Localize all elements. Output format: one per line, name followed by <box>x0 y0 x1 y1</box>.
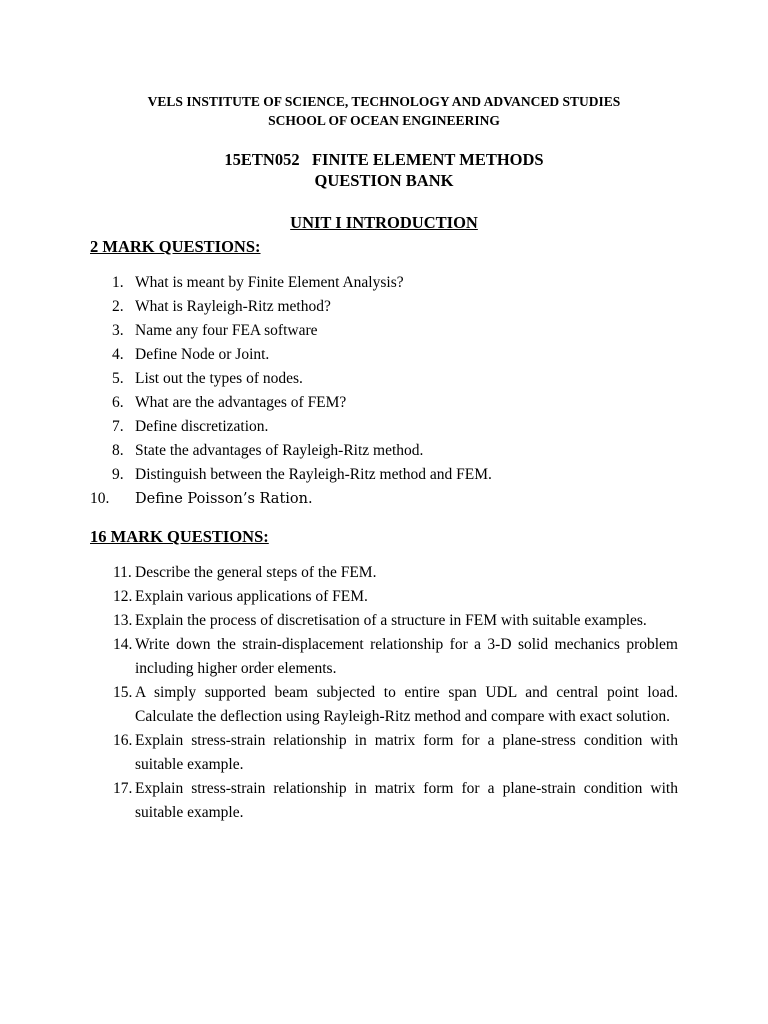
question-text: What is Rayleigh-Ritz method? <box>135 298 331 315</box>
question-number: 5. <box>112 370 124 387</box>
question-item <box>0 609 768 633</box>
sixteen-mark-heading: 16 MARK QUESTIONS: <box>90 527 269 546</box>
question-number: 1. <box>112 274 124 291</box>
question-text: Explain stress-strain relationship in matrix form for a plane-stress condition with suitable example. <box>135 732 678 773</box>
question-text: Distinguish between the Rayleigh-Ritz method and FEM. <box>135 466 492 483</box>
question-item <box>0 295 768 319</box>
question-item <box>0 729 768 777</box>
question-text: Explain stress-strain relationship in matrix form for a plane-strain condition with suitable example. <box>135 780 678 821</box>
question-text: What is meant by Finite Element Analysis? <box>135 274 404 291</box>
question-item <box>0 681 768 729</box>
document-type: QUESTION BANK <box>314 171 454 190</box>
question-number: 16. <box>113 732 133 749</box>
question-number: 3. <box>112 322 124 339</box>
question-text: Name any four FEA software <box>135 322 318 339</box>
institute-name: VELS INSTITUTE OF SCIENCE, TECHNOLOGY AND ADVANCED STUDIES <box>147 94 621 109</box>
sixteen-mark-question-list <box>0 561 768 825</box>
question-item <box>0 561 768 585</box>
question-text: What are the advantages of FEM? <box>135 394 347 411</box>
question-text: Define Poisson’s Ration. <box>135 491 313 507</box>
question-item <box>0 319 768 343</box>
school-name: SCHOOL OF OCEAN ENGINEERING <box>268 113 500 128</box>
question-item <box>0 439 768 463</box>
institution-header <box>0 92 768 130</box>
question-item <box>0 777 768 825</box>
question-item <box>0 391 768 415</box>
question-text: Explain the process of discretisation of a structure in FEM with suitable examples. <box>135 612 647 629</box>
question-number: 17. <box>113 780 133 797</box>
question-number: 14. <box>113 636 133 653</box>
question-text: Write down the strain-displacement relationship for a 3-D solid mechanics problem including higher order elements. <box>135 636 678 677</box>
question-item <box>0 633 768 681</box>
question-number: 7. <box>112 418 124 435</box>
question-item <box>0 271 768 295</box>
question-number: 2. <box>112 298 124 315</box>
question-number: 4. <box>112 346 124 363</box>
question-number: 10. <box>90 490 110 507</box>
question-number: 12. <box>113 588 133 605</box>
course-title: 15ETN052 FINITE ELEMENT METHODS <box>224 150 544 169</box>
question-number: 11. <box>113 564 132 581</box>
question-text: List out the types of nodes. <box>135 370 303 387</box>
question-number: 15. <box>113 684 133 701</box>
question-number: 13. <box>113 612 133 629</box>
course-header <box>0 149 768 191</box>
question-text: A simply supported beam subjected to entire span UDL and central point load. Calculate the deflection using Rayleigh-Ritz method and compare with exact solution. <box>135 684 678 725</box>
question-text: Explain various applications of FEM. <box>135 588 368 605</box>
question-text: Define discretization. <box>135 418 269 435</box>
question-text: Define Node or Joint. <box>135 346 270 363</box>
question-item <box>0 585 768 609</box>
question-item <box>0 463 768 487</box>
question-number: 9. <box>112 466 124 483</box>
question-item <box>0 487 768 511</box>
question-text: State the advantages of Rayleigh-Ritz method. <box>135 442 424 459</box>
question-item <box>0 367 768 391</box>
question-number: 6. <box>112 394 124 411</box>
question-number: 8. <box>112 442 124 459</box>
two-mark-heading: 2 MARK QUESTIONS: <box>90 237 261 256</box>
question-item <box>0 343 768 367</box>
question-text: Describe the general steps of the FEM. <box>135 564 377 581</box>
unit-title: UNIT I INTRODUCTION <box>290 213 478 232</box>
question-item <box>0 415 768 439</box>
two-mark-question-list <box>0 271 768 511</box>
